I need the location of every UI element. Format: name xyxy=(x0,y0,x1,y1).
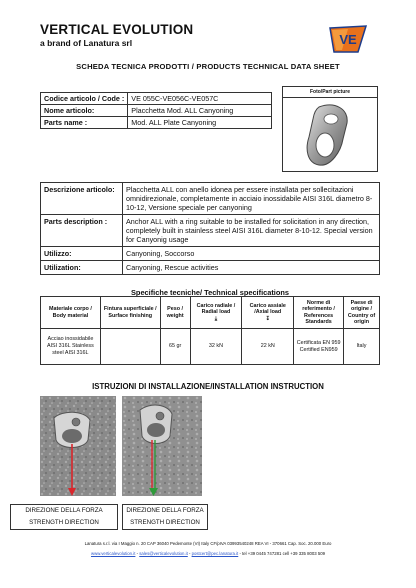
company-name: VERTICAL EVOLUTION xyxy=(40,22,194,37)
specs-table xyxy=(40,296,380,365)
parts-value: Mod. ALL Plate Canyoning xyxy=(128,117,272,129)
specs-value-row xyxy=(41,329,380,365)
utilization-en-row xyxy=(41,261,379,274)
install-photo-right-image xyxy=(122,396,202,496)
header-axial-load xyxy=(242,297,294,329)
footer-contacts xyxy=(0,551,416,556)
logo-text: VE xyxy=(339,32,357,47)
footer-phones: tel +39 0445 747281 cell +39 335 8003 509 xyxy=(242,551,325,556)
strength-direction-right xyxy=(122,504,208,530)
footer-separator: - xyxy=(188,551,192,556)
strength-direction-left-en: STRENGTH DIRECTION xyxy=(29,519,99,526)
header-standards: Norme di referimento / References Standards xyxy=(294,297,344,329)
parts-label: Parts name : xyxy=(41,117,128,129)
parts-row xyxy=(41,117,272,129)
code-label: Codice articolo / Code : xyxy=(41,93,128,105)
description-it-label: Descrizione articolo: xyxy=(41,183,123,214)
strength-direction-right-en: STRENGTH DIRECTION xyxy=(130,519,200,526)
part-picture-box xyxy=(282,86,378,172)
footer-pec-email-link[interactable]: postcert@pec.lanatura.it xyxy=(191,551,239,556)
company-subtitle: a brand of Lanatura srl xyxy=(40,38,133,48)
value-surface-finishing xyxy=(100,329,160,365)
value-weight: 65 gr xyxy=(160,329,190,365)
description-en-text: Anchor ALL with a ring suitable to be installed for solicitation in any direction, completely built in stainless steel AISI 316L diameter 8-10-12. Special version for Canyonig usage xyxy=(126,217,373,244)
install-photo-right xyxy=(122,396,202,496)
footer-separator: - xyxy=(239,551,243,556)
value-axial-load: 22 kN xyxy=(242,329,294,365)
header-radial-load-text: Carico radiale / Radial load xyxy=(196,302,236,316)
description-en-label: Parts description : xyxy=(41,215,123,246)
strength-direction-left xyxy=(10,504,118,530)
description-box xyxy=(40,182,380,275)
product-codes-table xyxy=(40,92,272,129)
value-country: Italy xyxy=(344,329,380,365)
name-label: Nome articolo: xyxy=(41,105,128,117)
install-title: ISTRUZIONI DI INSTALLAZIONE/INSTALLATION INSTRUCTION xyxy=(92,382,324,391)
utilization-it-text: Canyoning, Soccorso xyxy=(126,249,195,258)
header-country: Paese di origine / Country of origin xyxy=(344,297,380,329)
axial-arrow-icon: ↧ xyxy=(265,315,271,322)
footer-separator: - xyxy=(136,551,140,556)
utilization-it-label: Utilizzo: xyxy=(41,247,123,260)
ve-logo-icon xyxy=(328,24,368,54)
description-it-text: Placchetta ALL con anello idonea per essere installata per sollecitazioni omnidirezionale, completamente in acciaio inossidabile AISI 316L diametro 8-10-12, Versione speciale per canyoning xyxy=(126,185,373,212)
name-value: Placchetta Mod. ALL Canyoning xyxy=(128,105,272,117)
sheet-title: SCHEDA TECNICA PRODOTTI / PRODUCTS TECHNICAL DATA SHEET xyxy=(76,62,340,71)
header-body-material: Materiale corpo / Body material xyxy=(41,297,101,329)
value-body-material: Acciao inossidabile AISI 316L Stainless steel AISI 316L xyxy=(41,329,101,365)
value-radial-load: 32 kN xyxy=(190,329,242,365)
name-row xyxy=(41,105,272,117)
description-en-row xyxy=(41,215,379,247)
install-photo-left-image xyxy=(40,396,116,496)
utilization-en-label: Utilization: xyxy=(41,261,123,274)
value-standards: Certificata EN 959 Certified EN959 xyxy=(294,329,344,365)
footer-sales-email-link[interactable]: sales@verticalevolution.it xyxy=(139,551,188,556)
header-radial-load xyxy=(190,297,242,329)
footer-website-link[interactable]: www.verticalevolution.it xyxy=(90,551,136,556)
radial-arrow-icon: ⤓ xyxy=(214,315,218,322)
footer-address: Lanatura s.r.l. via I Maggio n. 20 CAP 36040 Pedemonte (VI) Italy CF/pIVA 03993540248 REA VI - 370661 Cap. Soc. 20.000 Euro xyxy=(84,541,332,546)
description-it-row xyxy=(41,183,379,215)
specs-title: Specifiche tecniche/ Technical specifications xyxy=(131,288,289,297)
header-surface-finishing: Fintura superficiale / Surface finishing xyxy=(100,297,160,329)
specs-header-row xyxy=(41,297,380,329)
header-weight: Peso / weight xyxy=(160,297,190,329)
install-photo-left xyxy=(40,396,116,496)
anchor-plate-icon xyxy=(301,101,361,171)
utilization-it-row xyxy=(41,247,379,261)
header-axial-load-text: Carico assiale /Axial load xyxy=(249,302,286,316)
utilization-en-text: Canyoning, Rescue activities xyxy=(126,263,219,272)
part-picture-label: Foto/Part picture xyxy=(283,87,377,98)
code-row xyxy=(41,93,272,105)
strength-direction-right-it: DIREZIONE DELLA FORZA xyxy=(126,507,204,514)
strength-direction-left-it: DIREZIONE DELLA FORZA xyxy=(25,507,103,514)
code-value: VE 055C-VE056C-VE057C xyxy=(128,93,272,105)
